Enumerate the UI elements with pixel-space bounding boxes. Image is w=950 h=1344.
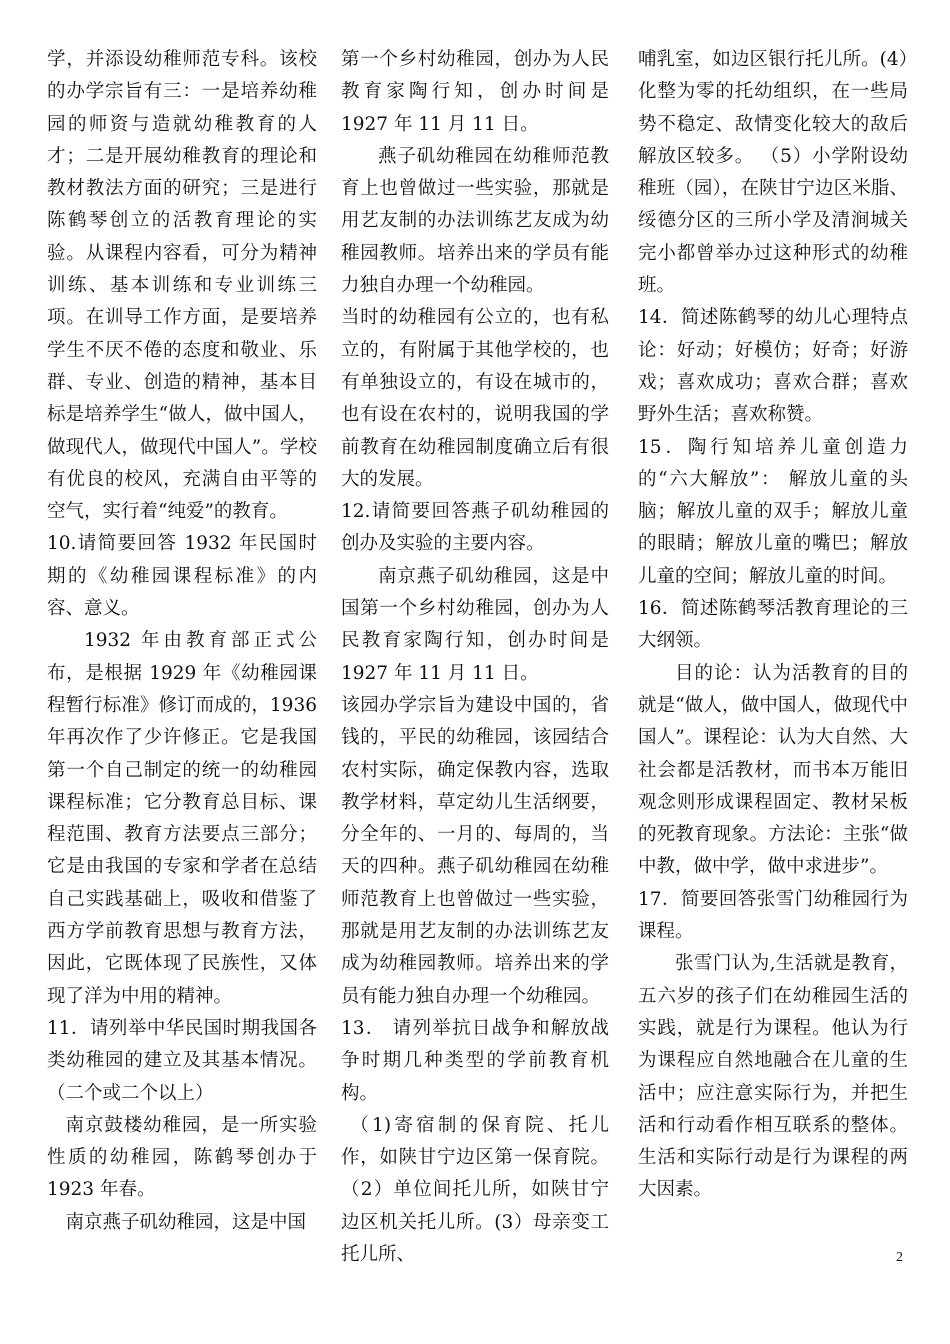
question-heading: 15．陶行知培养儿童创造力的“六大解放”： 解放儿童的头脑；解放儿童的双手；解放儿童的眼睛；解放儿童的嘴巴；解放儿童的空间；解放儿童的时间。 [638,436,908,587]
paragraph: 张雪门认为,生活就是教育，五六岁的孩子们在幼稚园生活的实践，就是行为课程。他认为行为课程应自然地融合在儿童的生活中；应注意实际行为，并把生活和行动看作相互联系的整体。生活和实际行动是行为课程的两大因素。 [638,953,908,1201]
paragraph: 哺乳室，如边区银行托儿所。(4）化整为零的托幼组织，在一些局势不稳定、敌情变化较大的敌后解放区较多。 （5）小学附设幼稚班（园），在陕甘宁边区米脂、绥德分区的三所小学及清涧城关完小都曾举办过这种形式的幼稚班。 [638,49,908,297]
paragraph: 学，并添设幼稚师范专科。该校的办学宗旨有三：一是培养幼稚园的师资与造就幼稚教育的人才；二是开展幼稚教育的理论和教材教法方面的研究；三是进行陈鹤琴创立的活教育理论的实验。从课程内容看，可分为精神训练、基本训练和专业训练三项。在训导工作方面，是要培养学生不厌不倦的态度和敬业、乐群、专业、创造的精神，基本目标是培养学生“做人，做中国人，做现代人，做现代中国人”。学校有优良的校风，充满自由平等的空气，实行着“纯爱”的教育。 [47,49,317,523]
left-column [47,44,317,1239]
page-number: 2 [896,1250,903,1265]
paragraph: 1932 年由教育部正式公布，是根据 1929 年《幼稚园课程暂行标准》修订而成的，1936 年再次作了少许修正。它是我国第一个自己制定的统一的幼稚园课程标准；它分教育总目标、课程范围、教育方法要点三部分；它是由我国的专家和学者在总结自己实践基础上，吸收和借鉴了西方学前教育思想与教育方法，因此，它既体现了民族性，又体现了洋为中用的精神。 [47,630,317,1007]
question-heading: 16．简述陈鹤琴活教育理论的三大纲领。 [638,598,908,652]
question-heading: 17．简要回答张雪门幼稚园行为课程。 [638,888,908,943]
paragraph: 南京燕子矶幼稚园，这是中国 [65,1211,307,1233]
question-heading: 11．请列举中华民国时期我国各类幼稚园的建立及其基本情况。（二个或二个以上） [47,1017,317,1104]
question-heading: 10.请简要回答 1932 年民国时期的《幼稚园课程标准》的内容、意义。 [47,533,317,620]
paragraph: 南京燕子矶幼稚园，这是中国第一个乡村幼稚园，创办为人民教育家陶行知，创办时间是 1927 年 11 月 11 日。 [341,565,609,684]
paragraph: 该园办学宗旨为建设中国的，省钱的，平民的幼稚园，该园结合农村实际，确定保教内容，选取教学材料，草定幼儿生活纲要，分全年的、一月的、每周的，当天的四种。燕子矶幼稚园在幼稚师范教育上也曾做过一些实验，那就是用艺友制的办法训练艺友成为幼稚园教师。培养出来的学员有能力独自办理一个幼稚园。 [341,694,609,1007]
question-heading: 13． 请列举抗日战争和解放战争时期几种类型的学前教育机构。 [341,1017,609,1104]
question-heading: 12.请简要回答燕子矶幼稚园的创办及实验的主要内容。 [341,501,609,555]
paragraph: 燕子矶幼稚园在幼稚师范教育上也曾做过一些实验，那就是用艺友制的办法训练艺友成为幼稚园教师。培养出来的学员有能力独自办理一个幼稚园。 [341,145,609,297]
question-heading: 14．简述陈鹤琴的幼儿心理特点论：好动；好模仿；好奇；好游戏；喜欢成功；喜欢合群；喜欢野外生活；喜欢称赞。 [638,307,908,426]
paragraph: 第一个乡村幼稚园，创办为人民教育家陶行知，创办时间是 1927 年 11 月 11 日。 [341,49,609,135]
middle-column [341,44,609,1271]
paragraph: （1)寄宿制的保育院、托儿作，如陕甘宁边区第一保育院。（2）单位间托儿所，如陕甘宁边区机关托儿所。(3）母亲变工托儿所、 [341,1114,609,1265]
paragraph: 南京鼓楼幼稚园，是一所实验性质的幼稚园，陈鹤琴创办于 1923 年春。 [47,1114,317,1201]
paragraph: 当时的幼稚园有公立的，也有私立的，有附属于其他学校的，也有单独设立的，有设在城市的，也有设在农村的，说明我国的学前教育在幼稚园制度确立后有很大的发展。 [341,307,609,490]
paragraph: 目的论：认为活教育的目的就是“做人，做中国人，做现代中国人”。课程论：认为大自然、大社会都是活教材，而书本万能旧观念则形成课程固定、教材呆板的死教育现象。方法论：主张“做中教，做中学，做中求进步”。 [638,662,908,878]
right-column [638,44,908,1207]
